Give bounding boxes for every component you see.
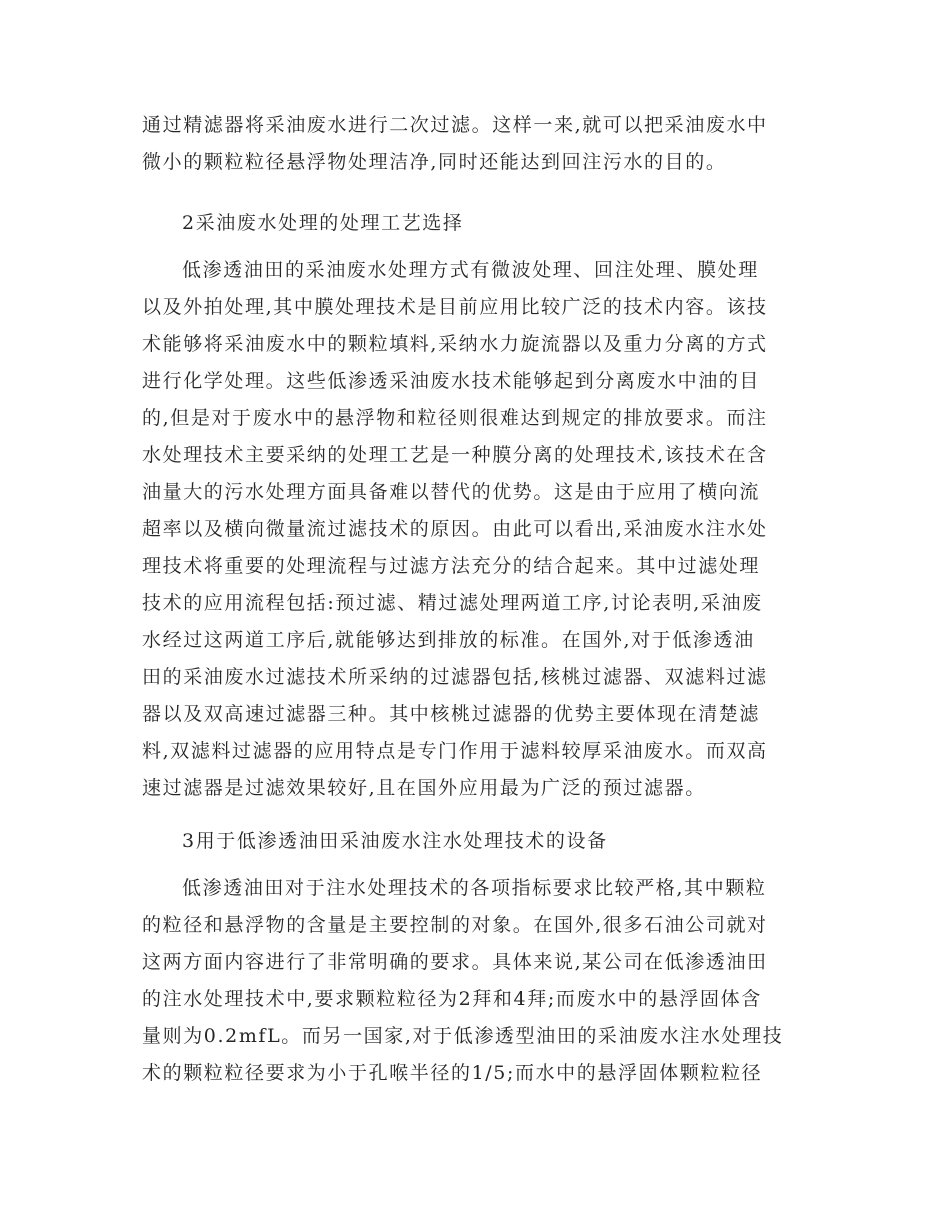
text-line: 量则为0.2mfL。而另一国家,对于低渗透型油田的采油废水注水处理技: [142, 1025, 784, 1047]
text-line: 通过精滤器将采油废水进行二次过滤。这样一来,就可以把采油废水中: [142, 114, 768, 136]
paragraph-process-selection: [142, 252, 808, 807]
text-line: 技术的应用流程包括:预过滤、精过滤处理两道工序,讨论表明,采油废: [142, 592, 763, 614]
text-line: 微小的颗粒粒径悬浮物处理洁净,同时还能达到回注污水的目的。: [142, 151, 727, 173]
text-line: 术能够将采油废水中的颗粒填料,采纳水力旋流器以及重力分离的方式: [142, 333, 768, 355]
text-line: 低渗透油田对于注水处理技术的各项指标要求比较严格,其中颗粒: [182, 877, 767, 899]
text-line: 器以及双高速过滤器三种。其中核桃过滤器的优势主要体现在清楚滤: [142, 703, 761, 725]
text-line: 的粒径和悬浮物的含量是主要控制的对象。在国外,很多石油公司就对: [142, 914, 768, 936]
text-line: 水经过这两道工序后,就能够达到排放的标准。在国外,对于低渗透油: [142, 629, 755, 651]
text-line: 水处理技术主要采纳的处理工艺是一种膜分离的处理技术,该技术在含: [142, 444, 768, 466]
text-line: 这两方面内容进行了非常明确的要求。具体来说,某公司在低渗透油田: [142, 951, 768, 973]
text-line: 料,双滤料过滤器的应用特点是专门作用于滤料较厚采油废水。而双高: [142, 740, 768, 762]
text-line: 油量大的污水处理方面具备难以替代的优势。这是由于应用了横向流: [142, 481, 761, 503]
text-line: 以及外拍处理,其中膜处理技术是目前应用比较广泛的技术内容。该技: [142, 296, 768, 318]
paragraph-equipment: [142, 870, 808, 1092]
paragraph-continuation: [142, 107, 808, 181]
text-line: 速过滤器是过滤效果较好,且在国外应用最为广泛的预过滤器。: [142, 777, 706, 799]
section-heading: 2采油废水处理的处理工艺选择: [182, 212, 464, 234]
section-heading-3: [142, 823, 808, 860]
section-heading-2: [142, 205, 808, 242]
text-line: 术的颗粒粒径要求为小于孔喉半径的1/5;而水中的悬浮固体颗粒粒径: [142, 1062, 763, 1084]
section-heading: 3用于低渗透油田采油废水注水处理技术的设备: [182, 830, 608, 852]
text-line: 进行化学处理。这些低渗透采油废水技术能够起到分离废水中油的目: [142, 370, 761, 392]
text-line: 的,但是对于废水中的悬浮物和粒径则很难达到规定的排放要求。而注: [142, 407, 768, 429]
text-line: 的注水处理技术中,要求颗粒粒径为2拜和4拜;而废水中的悬浮固体含: [142, 988, 762, 1010]
text-line: 超率以及横向微量流过滤技术的原因。由此可以看出,采油废水注水处: [142, 518, 768, 540]
text-line: 低渗透油田的采油废水处理方式有微波处理、回注处理、膜处理: [182, 259, 759, 281]
text-line: 理技术将重要的处理流程与过滤方法充分的结合起来。其中过滤处理: [142, 555, 761, 577]
text-line: 田的采油废水过滤技术所采纳的过滤器包括,核桃过滤器、双滤料过滤: [142, 666, 768, 688]
